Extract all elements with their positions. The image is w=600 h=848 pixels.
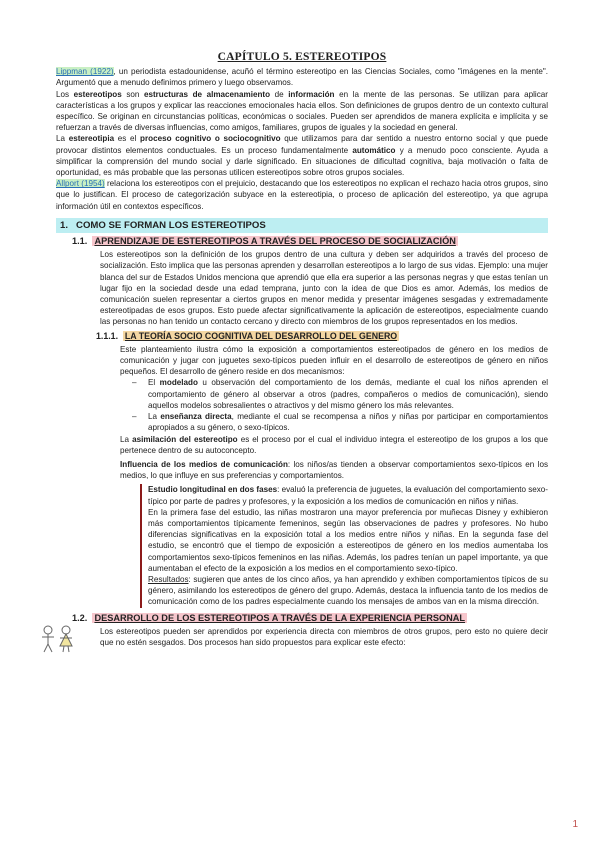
study-intro: Estudio longitudinal en dos fases: evaluó la preferencia de juguetes, la evaluación del comportamiento sexo-típico por parte de padres y profesores, y la exposición a los medios de comunicación en niños y niñas. bbox=[148, 485, 549, 506]
paragraph-estereotipia: La estereotipia es el proceso cognitivo o sociocognitivo que utilizamos para dar sentido a nuestro entorno social y que puede provocar distintos elementos conductuales. Es un proceso fundamentalmente automático y a menudo poco consciente. Ayuda a simplificar la comprensión del mundo social y darle significado. En situaciones de dificultad cognitiva, baja motivación o falta de oportunidad, es más probable que las personas utilicen estereotipos sobre otros grupos sociales. bbox=[56, 134, 549, 178]
document-page bbox=[56, 52, 548, 648]
mechanisms-list bbox=[132, 377, 548, 433]
paragraph-teoria-genero: Este planteamiento ilustra cómo la exposición a comportamientos estereotipados de género en los medios de comunicación y jugar con juguetes sexo-típicos pueden influir en el desarrollo de estereotipos de género en niños pequeños. El desarrollo de género reside en dos mecanismos: bbox=[120, 344, 548, 377]
reference-allport[interactable]: Allport (1954) bbox=[56, 179, 105, 189]
subsection-heading-1-2: 1.2. DESARROLLO DE LOS ESTEREOTIPOS A TRAVÉS DE LA EXPERIENCIA PERSONAL bbox=[72, 612, 466, 623]
reference-lippman[interactable]: Lippman (1922) bbox=[56, 67, 114, 77]
paragraph-estereotipos: Los estereotipos son estructuras de almacenamiento de información en la mente de las personas. Se utilizan para aplicar características a los grupos y explicar las reacciones emocionales hacia ellos. Son definiciones de grupos dentro de un contexto cultural específico. Se originan en circunstancias políticas, económicas o sociales. Pueden ser aprendidos de manera explícita e implícita y se refuerzan a través de diversas influencias, como amigos, familiares, grupos de iguales y la sociedad en general. bbox=[56, 89, 548, 133]
paragraph-allport: Allport (1954) relaciona los estereotipos con el prejuicio, destacando que los estereotipos no explican el rechazo hacia otros grupos, sino que lo justifican. El proceso de categorización subyace en la estereotipia, o proceso de aplicación del estereotipo, ya que agrupa información útil en contextos específicos. bbox=[56, 179, 548, 211]
study-box bbox=[140, 484, 548, 607]
paragraph-socializacion: Los estereotipos son la definición de los grupos dentro de una cultura y deben ser adquiridos a través del proceso de socialización. Esto implica que las personas aprenden y desarrollan estereotipos a lo largo de sus vidas. Ejemplo: una mujer blanca del sur de Estados Unidos menciona que aprendió que ella era superior a las personas negras y que estas tenían un lugar fijo en la sociedad desde una edad temprana, junto con la idea de que Dios es amor. Además, los medios de comunicación suelen representar a ciertos grupos en menor medida y presentar imágenes sesgadas y extremadamente estereotipadas de esos grupos. Esto puede afectar significativamente la aplicación de estereotipos, especialmente cuando las personas no han tenido un contacto cercano y directo con miembros de los grupos representados en los medios. bbox=[100, 250, 548, 327]
children-figures-icon bbox=[40, 624, 78, 654]
section-heading-1: 1. COMO SE FORMAN LOS ESTEREOTIPOS bbox=[56, 218, 548, 233]
page-number: 1 bbox=[572, 819, 578, 830]
paragraph-experiencia: Los estereotipos pueden ser aprendidos por experiencia directa con miembros de otros grupos, pero esto no quiere decir que no estén sesgados. Dos procesos han sido propuestos para explicar este efecto: bbox=[100, 626, 548, 647]
paragraph-influencia-medios: Influencia de los medios de comunicación: los niños/as tienden a observar comportamientos sexo-típicos en los medios, lo que influye en sus preferencias y comportamientos. bbox=[120, 459, 548, 481]
subsection-heading-1-1-1: 1.1.1. LA TEORÍA SOCIO COGNITIVA DEL DESARROLLO DEL GENERO bbox=[96, 330, 398, 341]
paragraph-lippman: Lippman (1922), un periodista estadounidense, acuñó el término estereotipo en las Ciencias Sociales, como "imágenes en la mente". Argumentó que a menudo definimos primero y luego observamos. bbox=[56, 67, 548, 88]
paragraph-asimilacion: La asimilación del estereotipo es el proceso por el cual el individuo integra el estereotipo de los grupos a los que pertenece dentro de su autoconcepto. bbox=[120, 434, 548, 455]
page-title: CAPÍTULO 5. ESTEREOTIPOS bbox=[217, 51, 387, 63]
study-phases: En la primera fase del estudio, las niñas mostraron una mayor preferencia por muñecas Disney y exhibieron más comportamientos típicamente femeninos, según las observaciones de padres y profesores. No hubo diferencias significativas en la exposición total a los medios entre niños y niñas. En la segunda fase del estudio, se encontró que el tiempo de exposición a estereotipos de género en los medios aumentaba los comportamientos sexo-típicos femeninos en las niñas. Además, los padres tenían un papel importante, ya que aumentaban el efecto de la exposición a los medios en el comportamiento sexo-típico. bbox=[148, 507, 548, 573]
subsection-heading-1-1: 1.1. APRENDIZAJE DE ESTEREOTIPOS A TRAVÉS DEL PROCESO DE SOCIALIZACIÓN bbox=[72, 236, 456, 247]
list-item: – La enseñanza directa, mediante el cual se recompensa a niños y niñas por participar en comportamientos apropiados a su género, o sexo-típicos. bbox=[132, 412, 548, 433]
list-item: – El modelado u observación del comportamiento de los demás, mediante el cual los niños aprenden el comportamiento de género al observar a otros (padres, compañeros o medios de comunicación), siendo aquellos modelos sobresalientes o atractivos y del mismo género los más relevantes. bbox=[132, 378, 548, 410]
study-results: Resultados: sugieren que antes de los cinco años, ya han aprendido y exhiben comportamientos típicos de su género, asimilando los estereotipos de género del grupo. Además, destaca la influencia tanto de los medios de comunicación como de los padres especialmente cuando los mensajes de ambos van en la misma dirección. bbox=[148, 574, 548, 607]
